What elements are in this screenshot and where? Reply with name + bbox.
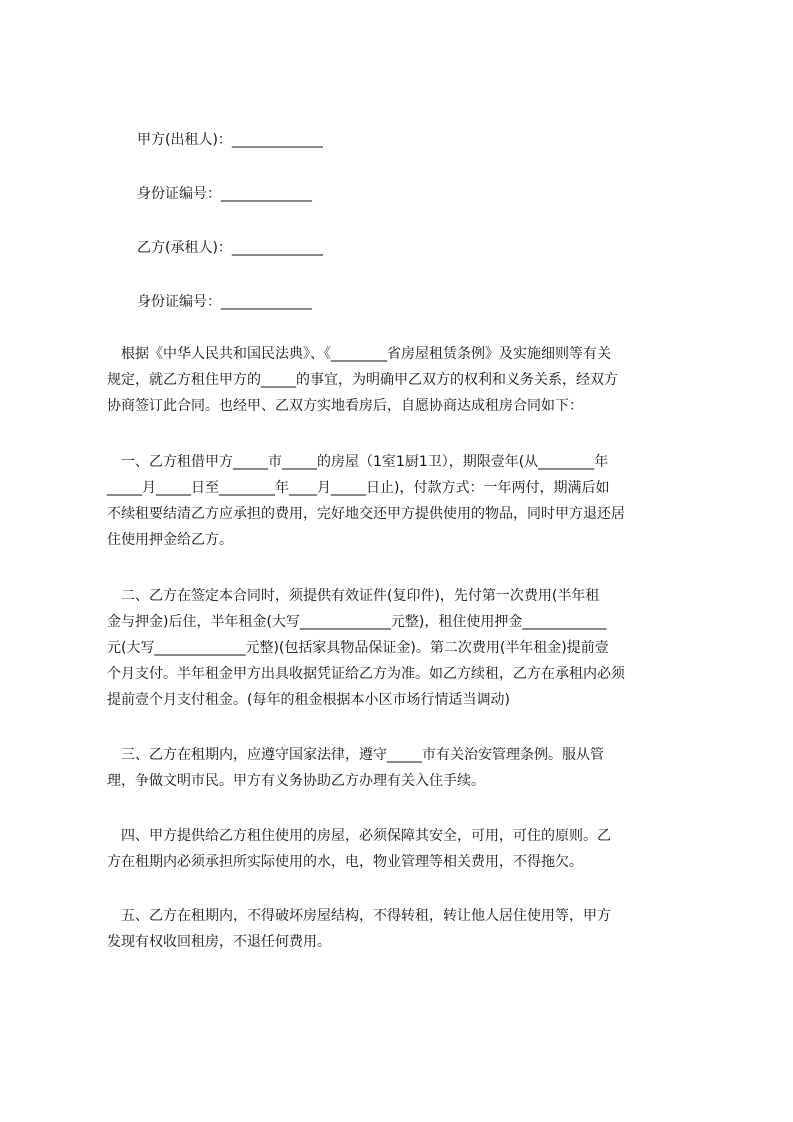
lessor-id-field: 身份证编号：_____________ <box>137 186 312 202</box>
clause-3 <box>107 742 707 794</box>
text-line: 提前壹个月支付租金。(每年的租金根据本小区市场行情适当调动) <box>107 692 510 708</box>
text-line: 一、乙方租借甲方_____市_____的房屋（1室1厨1卫），期限壹年(从________年 <box>107 454 609 470</box>
clause-1 <box>107 449 707 553</box>
lessee-field: 乙方(承租人)：_____________ <box>137 240 323 256</box>
lessee-id-field: 身份证编号：_____________ <box>137 294 312 310</box>
text-line: 四、甲方提供给乙方租住使用的房屋，必须保障其安全，可用，可住的原则。乙 <box>107 828 611 844</box>
preamble-paragraph <box>107 341 707 419</box>
text-line: 元(大写_____________元整)(包括家具物品保证金)。第二次费用(半年租金)提前壹 <box>107 640 609 656</box>
lessor-field: 甲方(出租人)：_____________ <box>137 132 323 148</box>
text-line: 发现有权收回租房，不退任何费用。 <box>107 934 331 950</box>
clause-5 <box>107 903 707 955</box>
text-line: 住使用押金给乙方。 <box>107 532 233 548</box>
text-line: 个月支付。半年租金甲方出具收据凭证给乙方为准。如乙方续租，乙方在承租内必须 <box>107 666 625 682</box>
text-line: 三、乙方在租期内，应遵守国家法律，遵守_____市有关治安管理条例。服从管 <box>107 747 604 763</box>
text-line: 金与押金)后住，半年租金(大写_____________元整)，租住使用押金____________ <box>107 614 607 630</box>
text-line: 方在租期内必须承担所实际使用的水，电，物业管理等相关费用，不得拖欠。 <box>107 854 583 870</box>
text-line: 协商签订此合同。也经甲、乙双方实地看房后，自愿协商达成租房合同如下： <box>107 398 583 414</box>
text-line: 规定，就乙方租住甲方的_____的事宜，为明确甲乙双方的权利和义务关系，经双方 <box>107 372 618 388</box>
text-line: 五、乙方在租期内，不得破坏房屋结构，不得转租，转让他人居住使用等，甲方 <box>107 908 611 924</box>
clause-2 <box>107 583 707 713</box>
text-line: 根据《中华人民共和国民法典》、《________省房屋租赁条例》及实施细则等有关 <box>107 346 611 362</box>
text-line: _____月_____日至________年____月_____日止)，付款方式：一年两付，期满后如 <box>107 480 610 496</box>
text-line: 理，争做文明市民。甲方有义务协助乙方办理有关入住手续。 <box>107 773 485 789</box>
text-line: 二、乙方在签定本合同时，须提供有效证件(复印件)，先付第一次费用(半年租 <box>107 588 600 604</box>
clause-4 <box>107 823 707 875</box>
text-line: 不续租要结清乙方应承担的费用，完好地交还甲方提供使用的物品，同时甲方退还居 <box>107 506 625 522</box>
